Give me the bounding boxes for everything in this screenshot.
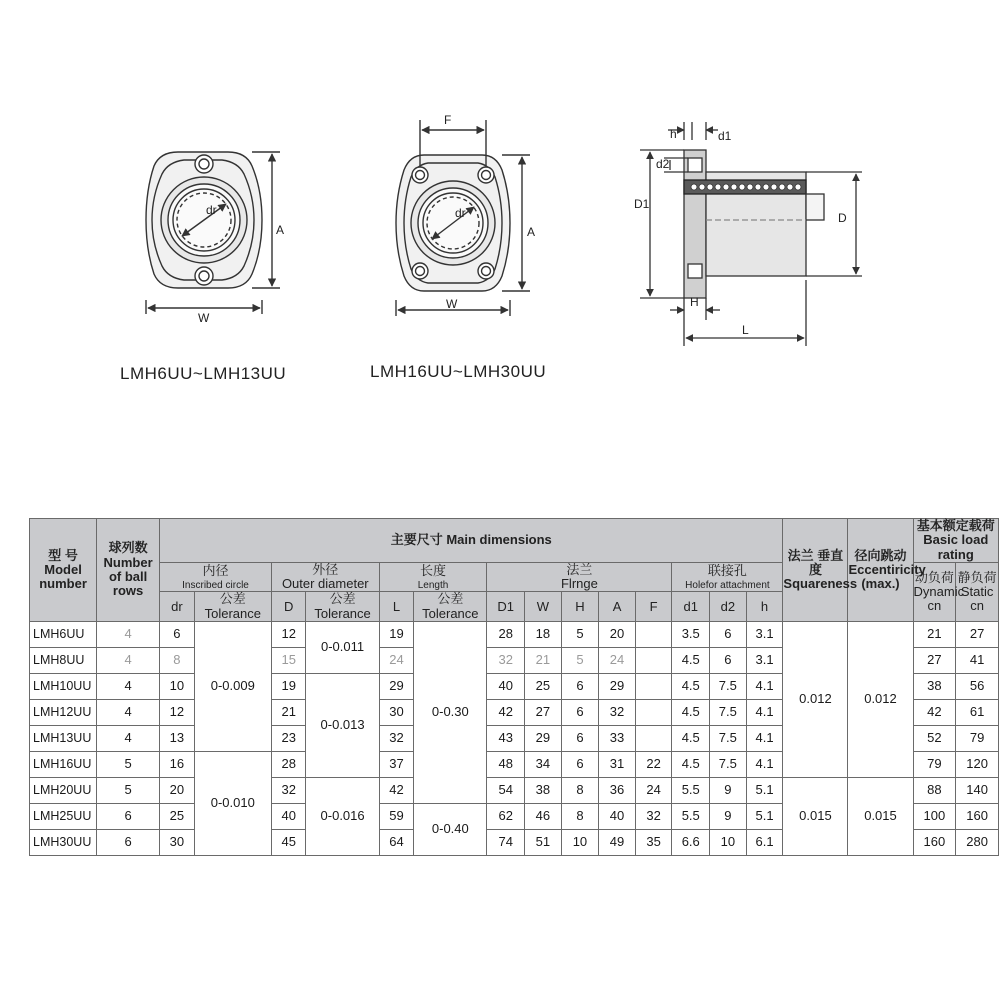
cell-D1: 74 bbox=[487, 830, 525, 856]
dim-W-left: W bbox=[198, 311, 210, 325]
cell-h: 6.1 bbox=[746, 830, 783, 856]
cell-F: 32 bbox=[635, 804, 672, 830]
cell-eccentricity: 0.012 bbox=[848, 622, 913, 778]
dim-d2: d2 bbox=[656, 157, 670, 171]
cell-static: 61 bbox=[956, 700, 999, 726]
dim-d1: d1 bbox=[718, 129, 732, 143]
dim-D1: D1 bbox=[634, 197, 650, 211]
cell-d1: 4.5 bbox=[672, 726, 710, 752]
cell-static: 160 bbox=[956, 804, 999, 830]
header-A: A bbox=[599, 592, 636, 622]
header-length: 长度 Length bbox=[379, 562, 487, 592]
cell-static: 27 bbox=[956, 622, 999, 648]
cell-squareness: 0.012 bbox=[783, 622, 848, 778]
cell-D: 45 bbox=[271, 830, 306, 856]
header-F: F bbox=[635, 592, 672, 622]
cell-eccentricity: 0.015 bbox=[848, 778, 913, 856]
header-model: 型 号 Model number bbox=[30, 519, 97, 622]
cell-static: 140 bbox=[956, 778, 999, 804]
cell-F bbox=[635, 726, 672, 752]
cell-W: 18 bbox=[525, 622, 562, 648]
header-ball-rows: 球列数 Number of ball rows bbox=[97, 519, 160, 622]
cell-H: 6 bbox=[561, 726, 599, 752]
cell-F bbox=[635, 648, 672, 674]
cell-dynamic: 79 bbox=[913, 752, 956, 778]
cell-d1: 4.5 bbox=[672, 648, 710, 674]
cell-h: 5.1 bbox=[746, 804, 783, 830]
cell-A: 20 bbox=[599, 622, 636, 648]
cell-static: 79 bbox=[956, 726, 999, 752]
cell-F bbox=[635, 674, 672, 700]
cell-A: 24 bbox=[599, 648, 636, 674]
cell-dr: 16 bbox=[160, 752, 195, 778]
header-D: D bbox=[271, 592, 306, 622]
cell-rows: 4 bbox=[97, 674, 160, 700]
cell-d1: 3.5 bbox=[672, 622, 710, 648]
cell-L: 59 bbox=[379, 804, 414, 830]
cell-D1: 54 bbox=[487, 778, 525, 804]
cell-W: 38 bbox=[525, 778, 562, 804]
cell-model: LMH8UU bbox=[30, 648, 97, 674]
cell-F: 24 bbox=[635, 778, 672, 804]
cell-W: 29 bbox=[525, 726, 562, 752]
cell-A: 49 bbox=[599, 830, 636, 856]
cell-squareness: 0.015 bbox=[783, 778, 848, 856]
cell-D1: 48 bbox=[487, 752, 525, 778]
cell-tol-L: 0-0.40 bbox=[414, 804, 487, 856]
cell-A: 32 bbox=[599, 700, 636, 726]
cell-d2: 9 bbox=[710, 804, 747, 830]
cell-static: 41 bbox=[956, 648, 999, 674]
cell-A: 40 bbox=[599, 804, 636, 830]
cell-H: 5 bbox=[561, 622, 599, 648]
dim-A-right: A bbox=[527, 225, 536, 239]
cell-dynamic: 88 bbox=[913, 778, 956, 804]
cell-L: 42 bbox=[379, 778, 414, 804]
cell-D: 21 bbox=[271, 700, 306, 726]
cell-h: 5.1 bbox=[746, 778, 783, 804]
header-W: W bbox=[525, 592, 562, 622]
header-flange: 法兰 Flrnge bbox=[487, 562, 672, 592]
dim-dr-right: dr bbox=[455, 206, 466, 220]
header-H: H bbox=[561, 592, 599, 622]
cell-L: 19 bbox=[379, 622, 414, 648]
cell-dynamic: 100 bbox=[913, 804, 956, 830]
cell-tol-D: 0-0.013 bbox=[306, 674, 379, 778]
cell-model: LMH10UU bbox=[30, 674, 97, 700]
cell-W: 21 bbox=[525, 648, 562, 674]
cell-static: 280 bbox=[956, 830, 999, 856]
cell-F: 35 bbox=[635, 830, 672, 856]
drawing-canvas bbox=[0, 0, 1000, 420]
cell-L: 32 bbox=[379, 726, 414, 752]
cell-dr: 8 bbox=[160, 648, 195, 674]
cell-W: 34 bbox=[525, 752, 562, 778]
header-tol-D: 公差 Tolerance bbox=[306, 592, 379, 622]
dim-W-right: W bbox=[446, 297, 458, 311]
cell-H: 6 bbox=[561, 752, 599, 778]
table-row bbox=[30, 622, 999, 648]
cell-model: LMH25UU bbox=[30, 804, 97, 830]
cell-h: 4.1 bbox=[746, 700, 783, 726]
cell-W: 27 bbox=[525, 700, 562, 726]
cell-F bbox=[635, 622, 672, 648]
header-inscribed: 内径 Inscribed circle bbox=[160, 562, 272, 592]
cell-model: LMH30UU bbox=[30, 830, 97, 856]
table-body bbox=[30, 622, 999, 856]
cell-L: 24 bbox=[379, 648, 414, 674]
cell-D: 32 bbox=[271, 778, 306, 804]
cell-d1: 4.5 bbox=[672, 700, 710, 726]
cell-h: 4.1 bbox=[746, 752, 783, 778]
cell-L: 37 bbox=[379, 752, 414, 778]
header-L: L bbox=[379, 592, 414, 622]
cell-D: 12 bbox=[271, 622, 306, 648]
cell-D: 23 bbox=[271, 726, 306, 752]
cell-tol-D: 0-0.016 bbox=[306, 778, 379, 856]
dim-D: D bbox=[838, 211, 847, 225]
cell-d2: 6 bbox=[710, 648, 747, 674]
cell-rows: 6 bbox=[97, 804, 160, 830]
cell-D1: 62 bbox=[487, 804, 525, 830]
cell-tol-D: 0-0.011 bbox=[306, 622, 379, 674]
cell-dr: 6 bbox=[160, 622, 195, 648]
cell-dynamic: 38 bbox=[913, 674, 956, 700]
cell-d2: 6 bbox=[710, 622, 747, 648]
dim-A-left: A bbox=[276, 223, 285, 237]
header-main-dimensions: 主要尺寸 Main dimensions bbox=[160, 519, 783, 563]
header-load-rating: 基本额定载荷 Basic load rating bbox=[913, 519, 998, 563]
table-row bbox=[30, 778, 999, 804]
cell-dynamic: 42 bbox=[913, 700, 956, 726]
header-hole: 联接孔 Holefor attachment bbox=[672, 562, 783, 592]
cell-d1: 6.6 bbox=[672, 830, 710, 856]
cell-d2: 10 bbox=[710, 830, 747, 856]
cell-model: LMH12UU bbox=[30, 700, 97, 726]
header-dr: dr bbox=[160, 592, 195, 622]
cell-tol-dr: 0-0.010 bbox=[194, 752, 271, 856]
header-tol-L: 公差 Tolerance bbox=[414, 592, 487, 622]
cell-D: 28 bbox=[271, 752, 306, 778]
dim-H: H bbox=[690, 295, 699, 309]
cell-d1: 5.5 bbox=[672, 804, 710, 830]
cell-h: 4.1 bbox=[746, 674, 783, 700]
cell-F: 22 bbox=[635, 752, 672, 778]
cell-D1: 32 bbox=[487, 648, 525, 674]
cell-h: 3.1 bbox=[746, 622, 783, 648]
cell-D1: 43 bbox=[487, 726, 525, 752]
cell-F bbox=[635, 700, 672, 726]
cell-L: 64 bbox=[379, 830, 414, 856]
header-d2: d2 bbox=[710, 592, 747, 622]
cell-h: 4.1 bbox=[746, 726, 783, 752]
header-eccentricity: 径向跳动 Eccentiricity (max.) bbox=[848, 519, 913, 622]
cell-static: 120 bbox=[956, 752, 999, 778]
cell-rows: 4 bbox=[97, 622, 160, 648]
cell-tol-L: 0-0.30 bbox=[414, 622, 487, 804]
cell-A: 31 bbox=[599, 752, 636, 778]
flange-drawing-small bbox=[146, 152, 280, 314]
cell-rows: 4 bbox=[97, 726, 160, 752]
cell-H: 10 bbox=[561, 830, 599, 856]
dim-dr-left: dr bbox=[206, 203, 217, 217]
cell-model: LMH6UU bbox=[30, 622, 97, 648]
cell-A: 29 bbox=[599, 674, 636, 700]
cell-H: 6 bbox=[561, 674, 599, 700]
cell-H: 6 bbox=[561, 700, 599, 726]
cell-W: 46 bbox=[525, 804, 562, 830]
dim-F: F bbox=[444, 113, 452, 127]
cell-dr: 25 bbox=[160, 804, 195, 830]
cell-rows: 5 bbox=[97, 778, 160, 804]
cell-dynamic: 27 bbox=[913, 648, 956, 674]
header-static: 静负荷 Static cn bbox=[956, 562, 999, 621]
cell-d2: 7.5 bbox=[710, 674, 747, 700]
cell-rows: 5 bbox=[97, 752, 160, 778]
cell-d1: 4.5 bbox=[672, 752, 710, 778]
cell-dynamic: 160 bbox=[913, 830, 956, 856]
header-h: h bbox=[746, 592, 783, 622]
cell-d2: 7.5 bbox=[710, 752, 747, 778]
cell-D: 19 bbox=[271, 674, 306, 700]
cell-dynamic: 21 bbox=[913, 622, 956, 648]
header-tol-dr: 公差 Tolerance bbox=[194, 592, 271, 622]
cell-rows: 4 bbox=[97, 648, 160, 674]
header-outer: 外径 Outer diameter bbox=[271, 562, 379, 592]
cell-A: 36 bbox=[599, 778, 636, 804]
cell-d1: 5.5 bbox=[672, 778, 710, 804]
cell-d1: 4.5 bbox=[672, 674, 710, 700]
cell-dr: 10 bbox=[160, 674, 195, 700]
cell-H: 5 bbox=[561, 648, 599, 674]
cell-d2: 9 bbox=[710, 778, 747, 804]
cell-D1: 42 bbox=[487, 700, 525, 726]
caption-large-series: LMH16UU~LMH30UU bbox=[370, 362, 547, 381]
cell-L: 29 bbox=[379, 674, 414, 700]
cell-A: 33 bbox=[599, 726, 636, 752]
cell-rows: 4 bbox=[97, 700, 160, 726]
cell-model: LMH20UU bbox=[30, 778, 97, 804]
cell-static: 56 bbox=[956, 674, 999, 700]
cell-dr: 20 bbox=[160, 778, 195, 804]
dim-L: L bbox=[742, 323, 749, 337]
technical-drawings bbox=[0, 0, 1000, 420]
cell-d2: 7.5 bbox=[710, 726, 747, 752]
header-squareness: 法兰 垂直度 Squareness bbox=[783, 519, 848, 622]
cell-tol-dr: 0-0.009 bbox=[194, 622, 271, 752]
cell-H: 8 bbox=[561, 804, 599, 830]
dim-h: h bbox=[670, 127, 677, 141]
header-d1: d1 bbox=[672, 592, 710, 622]
specification-table bbox=[29, 518, 999, 856]
cell-D: 15 bbox=[271, 648, 306, 674]
cell-model: LMH13UU bbox=[30, 726, 97, 752]
cell-H: 8 bbox=[561, 778, 599, 804]
header-D1: D1 bbox=[487, 592, 525, 622]
cell-dr: 12 bbox=[160, 700, 195, 726]
cell-W: 25 bbox=[525, 674, 562, 700]
cell-dynamic: 52 bbox=[913, 726, 956, 752]
cell-D1: 28 bbox=[487, 622, 525, 648]
cell-L: 30 bbox=[379, 700, 414, 726]
cell-model: LMH16UU bbox=[30, 752, 97, 778]
caption-small-series: LMH6UU~LMH13UU bbox=[120, 364, 287, 383]
cell-D1: 40 bbox=[487, 674, 525, 700]
cell-dr: 30 bbox=[160, 830, 195, 856]
header-dynamic: 动负荷 Dynamic cn bbox=[913, 562, 956, 621]
cell-d2: 7.5 bbox=[710, 700, 747, 726]
cell-W: 51 bbox=[525, 830, 562, 856]
cell-h: 3.1 bbox=[746, 648, 783, 674]
section-drawing bbox=[640, 122, 862, 346]
cell-dr: 13 bbox=[160, 726, 195, 752]
cell-D: 40 bbox=[271, 804, 306, 830]
cell-rows: 6 bbox=[97, 830, 160, 856]
